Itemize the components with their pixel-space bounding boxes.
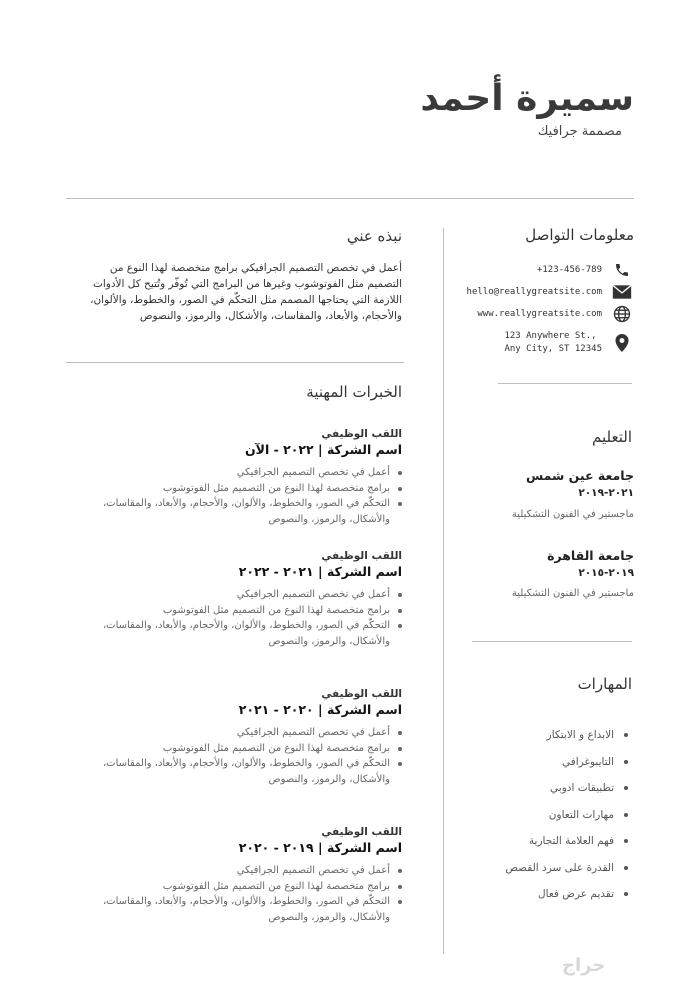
bullet-dot-icon <box>398 593 402 597</box>
job-bullets <box>82 725 402 787</box>
job-company-dates: اسم الشركة | ٢٠٢١ - ٢٠٢٢ <box>238 564 402 579</box>
skill-item: تقديم عرض فعال <box>505 881 628 908</box>
contact-website <box>477 304 632 324</box>
job-bullet: برامج متخصصة لهذا النوع من التصميم مثل الفوتوشوب <box>82 481 402 497</box>
contact-phone <box>537 260 632 280</box>
job-bullet: أعمل في تخصص التصميم الجرافيكي <box>82 465 402 481</box>
watermark-logo: حراج <box>562 955 606 976</box>
candidate-role: مصممة جرافيك <box>537 124 622 139</box>
education-years-2: ٢٠١٩-٢٠١٥ <box>578 567 634 579</box>
skills-title: المهارات <box>577 675 632 693</box>
about-text: أعمل في تخصص التصميم الجرافيكي برامج متخصصة لهذا النوع من التصميم مثل الفوتوشوب وغيرها من البرامج التي تُوفّر وتُتيح كل الأدوات اللازمة التي يحتاجها المصمم مثل التحكّم في الصور، والخطوط، والألوان، والأحجام، والأبعاد، والمقاسات، والأشكال، والرموز، والنصوص <box>90 262 402 322</box>
job-title: اللقب الوظيفي <box>321 688 402 700</box>
skill-item: تطبيقات ادوبي <box>505 775 628 802</box>
job-bullets <box>82 465 402 527</box>
contact-email <box>467 282 632 302</box>
bullet-dot-icon <box>398 731 402 735</box>
bullet-dot-icon <box>624 760 628 764</box>
website-text: www.reallygreatsite.com <box>477 309 602 319</box>
job-entry-4 <box>82 826 402 925</box>
bullet-dot-icon <box>398 502 402 506</box>
job-company-dates: اسم الشركة | ٢٠٢٠ - ٢٠٢١ <box>238 702 402 717</box>
skill-item: القدرة على سرد القصص <box>505 855 628 882</box>
location-pin-icon <box>612 333 632 353</box>
bullet-dot-icon <box>398 487 402 491</box>
job-bullet: التحكّم في الصور، والخطوط، والألوان، والأحجام، والأبعاد، والمقاسات، والأشكال، والرموز، والنصوص <box>82 618 402 649</box>
candidate-name: سميرة أحمد <box>420 78 634 119</box>
header-divider <box>66 198 634 199</box>
job-bullet: أعمل في تخصص التصميم الجرافيكي <box>82 587 402 603</box>
globe-icon <box>612 304 632 324</box>
job-bullet: أعمل في تخصص التصميم الجرافيكي <box>82 725 402 741</box>
education-divider <box>472 641 632 642</box>
contact-title: معلومات التواصل <box>525 226 634 244</box>
bullet-dot-icon <box>624 866 628 870</box>
job-bullet: برامج متخصصة لهذا النوع من التصميم مثل الفوتوشوب <box>82 879 402 895</box>
job-bullet: التحكّم في الصور، والخطوط، والألوان، والأحجام، والأبعاد، والمقاسات، والأشكال، والرموز، والنصوص <box>82 756 402 787</box>
bullet-dot-icon <box>398 885 402 889</box>
about-title: نبذه عني <box>346 227 402 245</box>
contact-address <box>504 330 632 356</box>
bullet-dot-icon <box>398 624 402 628</box>
job-bullet: أعمل في تخصص التصميم الجرافيكي <box>82 863 402 879</box>
phone-icon <box>612 260 632 280</box>
bullet-dot-icon <box>398 609 402 613</box>
bullet-dot-icon <box>398 762 402 766</box>
job-bullet: التحكّم في الصور، والخطوط، والألوان، والأحجام، والأبعاد، والمقاسات، والأشكال، والرموز، والنصوص <box>82 894 402 925</box>
skill-item: فهم العلامة التجارية <box>505 828 628 855</box>
bullet-dot-icon <box>624 892 628 896</box>
bullet-dot-icon <box>398 869 402 873</box>
education-school-1: جامعة عين شمس <box>525 468 634 483</box>
job-company-dates: اسم الشركة | ٢٠١٩ - ٢٠٢٠ <box>238 840 402 855</box>
job-bullets <box>82 587 402 649</box>
job-title: اللقب الوظيفي <box>321 550 402 562</box>
education-degree-2: ماجستير في الفنون التشكيلية <box>511 588 634 599</box>
bullet-dot-icon <box>624 813 628 817</box>
job-bullet: برامج متخصصة لهذا النوع من التصميم مثل الفوتوشوب <box>82 741 402 757</box>
phone-text: +123-456-789 <box>536 265 602 275</box>
job-entry-2 <box>82 550 402 649</box>
bullet-dot-icon <box>624 733 628 737</box>
skill-item: مهارات التعاون <box>505 802 628 829</box>
skills-list <box>505 722 628 908</box>
job-bullet: برامج متخصصة لهذا النوع من التصميم مثل الفوتوشوب <box>82 603 402 619</box>
education-years-1: ٢٠٢١-٢٠١٩ <box>578 487 634 499</box>
job-entry-1 <box>82 428 402 527</box>
bullet-dot-icon <box>398 900 402 904</box>
job-bullets <box>82 863 402 925</box>
job-title: اللقب الوظيفي <box>321 826 402 838</box>
education-title: التعليم <box>592 428 632 446</box>
job-title: اللقب الوظيفي <box>321 428 402 440</box>
column-divider <box>443 228 444 954</box>
skill-item: الابداع و الابتكار <box>505 722 628 749</box>
experience-title: الخبرات المهنية <box>306 383 402 401</box>
job-bullet: التحكّم في الصور، والخطوط، والألوان، والأحجام، والأبعاد، والمقاسات، والأشكال، والرموز، والنصوص <box>82 496 402 527</box>
job-entry-3 <box>82 688 402 787</box>
email-text: hello@reallygreatsite.com <box>466 287 602 297</box>
address-line-1: 123 Anywhere St., <box>504 331 597 341</box>
about-divider <box>66 362 404 363</box>
bullet-dot-icon <box>398 747 402 751</box>
job-company-dates: اسم الشركة | ٢٠٢٢ - الآن <box>244 442 402 457</box>
skill-item: التايبوغرافي <box>505 749 628 776</box>
address-line-2: Any City, ST 12345 <box>504 344 602 354</box>
education-degree-1: ماجستير في الفنون التشكيلية <box>511 509 634 520</box>
bullet-dot-icon <box>398 471 402 475</box>
envelope-icon <box>612 282 632 302</box>
bullet-dot-icon <box>624 839 628 843</box>
address-text <box>504 330 602 356</box>
contact-divider <box>498 383 632 384</box>
education-school-2: جامعة القاهرة <box>547 548 634 563</box>
bullet-dot-icon <box>624 786 628 790</box>
